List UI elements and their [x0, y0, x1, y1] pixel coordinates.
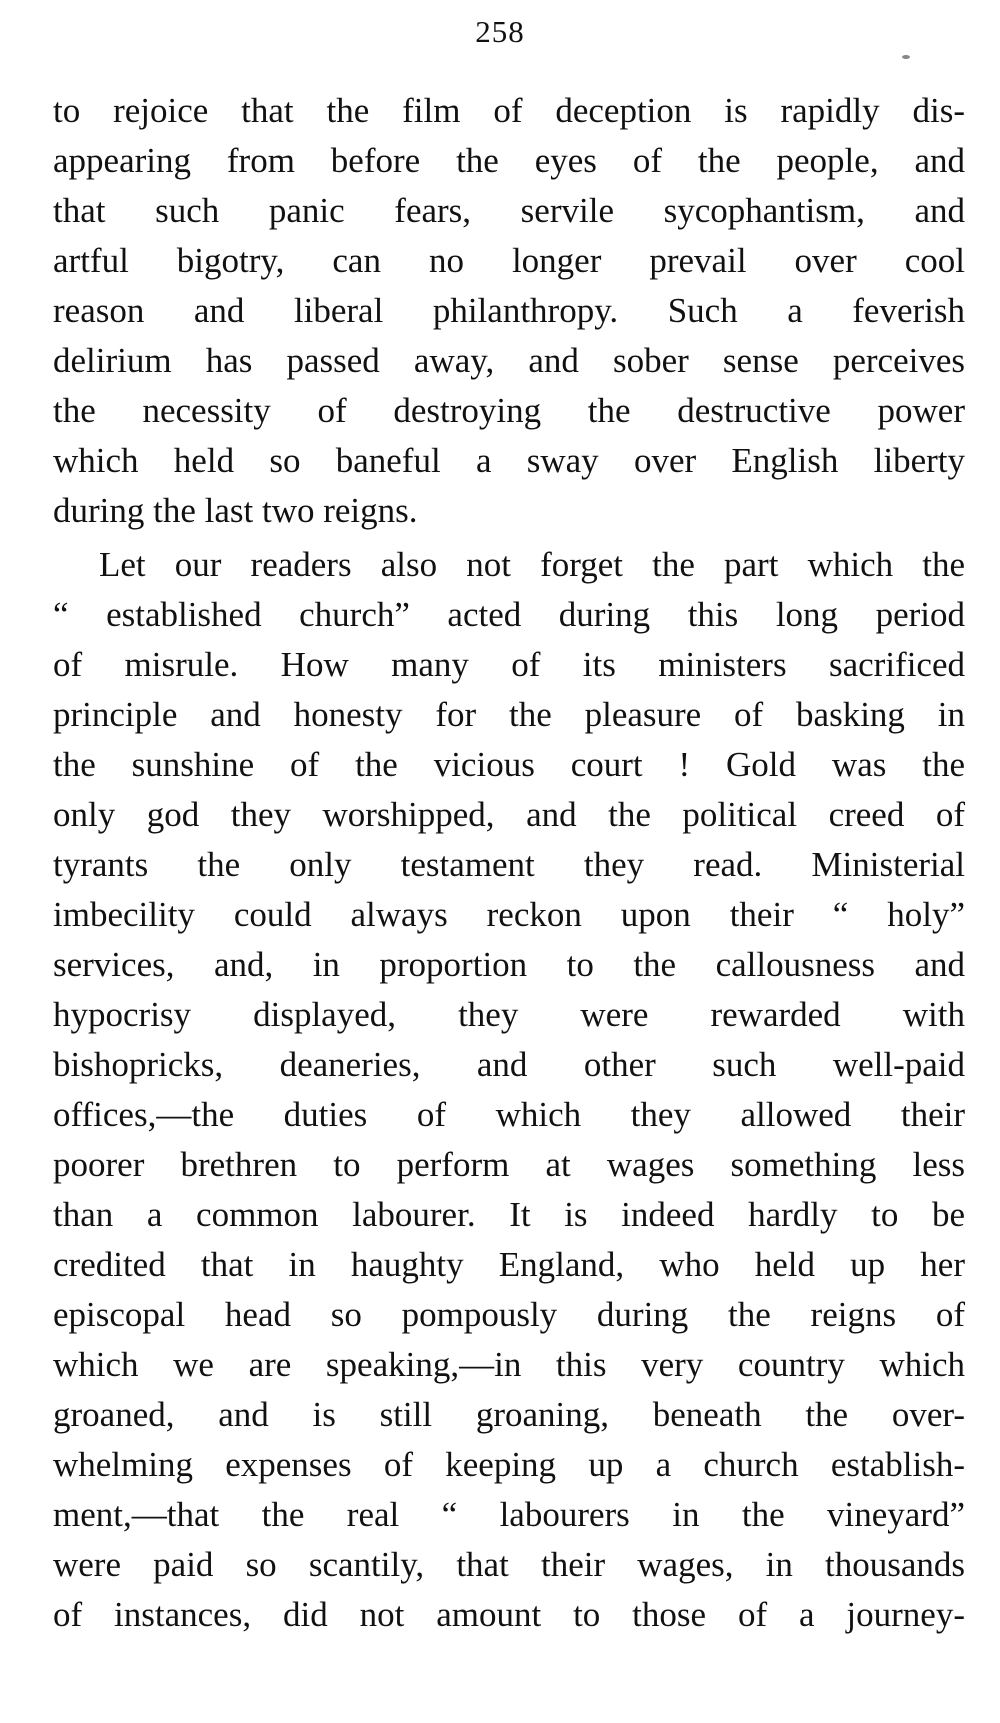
text-line: imbecility could always reckon upon their “ holy” [53, 895, 965, 934]
text-line: than a common labourer. It is indeed hardly to be [53, 1195, 965, 1234]
text-line: that such panic fears, servile sycophantism, and [53, 191, 965, 230]
body-text [53, 86, 965, 1640]
text-line: whelming expenses of keeping up a church establish- [53, 1445, 965, 1484]
text-line: the sunshine of the vicious court ! Gold was the [53, 745, 965, 784]
text-line: Let our readers also not forget the part which the [99, 545, 965, 584]
text-line: tyrants the only testament they read. Ministerial [53, 845, 965, 884]
text-line: delirium has passed away, and sober sense perceives [53, 341, 965, 380]
text-line: of misrule. How many of its ministers sacrificed [53, 645, 965, 684]
text-line: to rejoice that the film of deception is rapidly dis- [53, 91, 965, 130]
ink-speck [902, 55, 910, 59]
text-line: offices,—the duties of which they allowed their [53, 1095, 965, 1134]
text-line: credited that in haughty England, who held up her [53, 1245, 965, 1284]
text-line: “ established church” acted during this long period [53, 595, 965, 634]
text-line: which held so baneful a sway over English liberty [53, 441, 965, 480]
text-line: only god they worshipped, and the political creed of [53, 795, 965, 834]
text-line: ment,—that the real “ labourers in the vineyard” [53, 1495, 965, 1534]
page-number: 258 [475, 14, 525, 49]
text-line: the necessity of destroying the destructive power [53, 391, 965, 430]
text-line: poorer brethren to perform at wages something less [53, 1145, 965, 1184]
text-line: hypocrisy displayed, they were rewarded with [53, 995, 965, 1034]
text-line: episcopal head so pompously during the reigns of [53, 1295, 965, 1334]
text-line: artful bigotry, can no longer prevail over cool [53, 241, 965, 280]
text-line: which we are speaking,—in this very country which [53, 1345, 965, 1384]
text-line: reason and liberal philanthropy. Such a feverish [53, 291, 965, 330]
text-line: groaned, and is still groaning, beneath the over- [53, 1395, 965, 1434]
text-line: principle and honesty for the pleasure of basking in [53, 695, 965, 734]
paragraph-2 [53, 540, 965, 1640]
text-line: appearing from before the eyes of the people, and [53, 141, 965, 180]
text-line: bishopricks, deaneries, and other such well-paid [53, 1045, 965, 1084]
text-line: services, and, in proportion to the callousness and [53, 945, 965, 984]
paragraph-1 [53, 86, 965, 536]
text-line: were paid so scantily, that their wages, in thousands [53, 1545, 965, 1584]
text-line: during the last two reigns. [53, 491, 418, 530]
text-line: of instances, did not amount to those of a journey- [53, 1595, 965, 1634]
